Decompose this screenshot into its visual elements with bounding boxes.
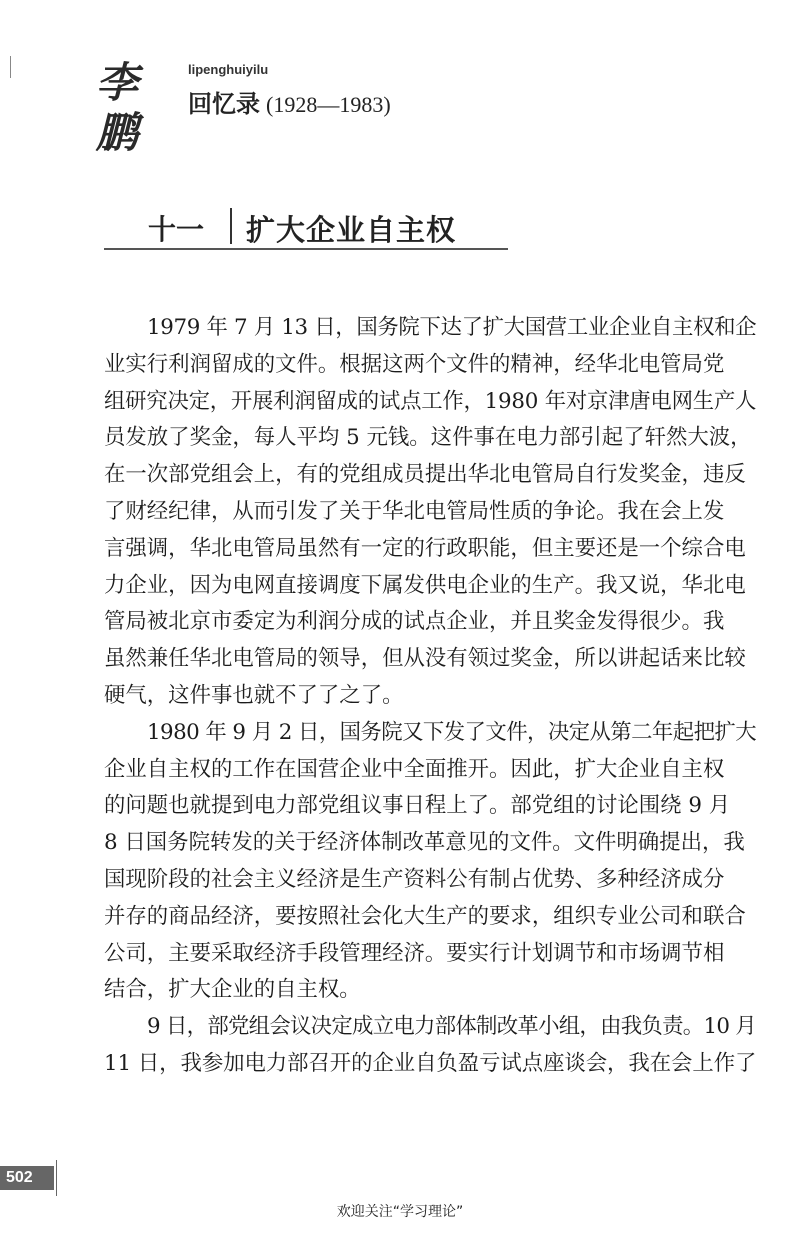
text-line: 国现阶段的社会主义经济是生产资料公有制占优势、多种经济成分 [104,866,725,892]
memoir-years: (1928—1983) [266,92,391,117]
text-line: 在一次部党组会上，有的党组成员提出华北电管局自行发奖金，违反 [104,462,746,488]
text-line: 硬气，这件事也就不了了之了。 [104,682,404,708]
text-line: 员发放了奖金，每人平均 5 元钱。这件事在电力部引起了轩然大波， [104,425,752,451]
footer-note: 欢迎关注“学习理论” [336,1204,464,1220]
text-line: 管局被北京市委定为利润分成的试点企业，并且奖金发得很少。我 [104,609,725,635]
page-number: 502 [6,1169,33,1186]
text-line: 公司，主要采取经济手段管理经济。要实行计划调节和市场调节相 [104,940,725,966]
text-line: 组研究决定，开展利润留成的试点工作，1980 年对京津唐电网生产人 [104,388,757,414]
author-calligraphy-logo: 李鹏 [96,58,137,157]
paragraph [104,1009,756,1083]
text-line: 虽然兼任华北电管局的领导，但从没有领过奖金，所以讲起话来比较 [104,646,746,672]
chapter-title: 扩大企业自主权 [246,213,457,247]
text-line: 言强调，华北电管局虽然有一定的行政职能，但主要还是一个综合电 [104,535,746,561]
text-line: 业实行利润留成的文件。根据这两个文件的精神，经华北电管局党 [104,351,725,377]
text-line: 的问题也就提到电力部党组议事日程上了。部党组的讨论围绕 9 月 [104,793,731,819]
chapter-separator [230,208,232,244]
text-line: 1980 年 9 月 2 日，国务院又下发了文件，决定从第二年起把扩大 [147,719,757,745]
chapter-heading [104,198,508,252]
paragraph [104,715,756,1009]
text-line: 8 日国务院转发的关于经济体制改革意见的文件。文件明确提出，我 [104,830,745,856]
header-pinyin: lipenghuiyilu [188,62,269,77]
chapter-underline [104,248,508,250]
page-number-rule [56,1160,57,1196]
text-line: 结合，扩大企业的自主权。 [104,977,361,1003]
text-line: 了财经纪律，从而引发了关于华北电管局性质的争论。我在会上发 [104,498,725,524]
paragraph [104,310,756,715]
text-line: 并存的商品经济，要按照社会化大生产的要求，组织专业公司和联合 [104,903,746,929]
text-line: 企业自主权的工作在国营企业中全面推开。因此，扩大企业自主权 [104,756,725,782]
text-line: 力企业，因为电网直接调度下属发供电企业的生产。我又说，华北电 [104,572,746,598]
chapter-number: 十一 [148,213,205,246]
memoir-title [188,84,391,119]
memoir-title-text: 回忆录 [188,90,260,118]
text-line: 11 日，我参加电力部召开的企业自负盈亏试点座谈会，我在会上作了 [104,1050,757,1076]
text-line: 9 日，部党组会议决定成立电力部体制改革小组，由我负责。10 月 [147,1014,756,1040]
body-text [104,310,756,1083]
text-line: 1979 年 7 月 13 日，国务院下达了扩大国营工业企业自主权和企 [147,315,757,340]
page-edge-mark [10,56,11,78]
